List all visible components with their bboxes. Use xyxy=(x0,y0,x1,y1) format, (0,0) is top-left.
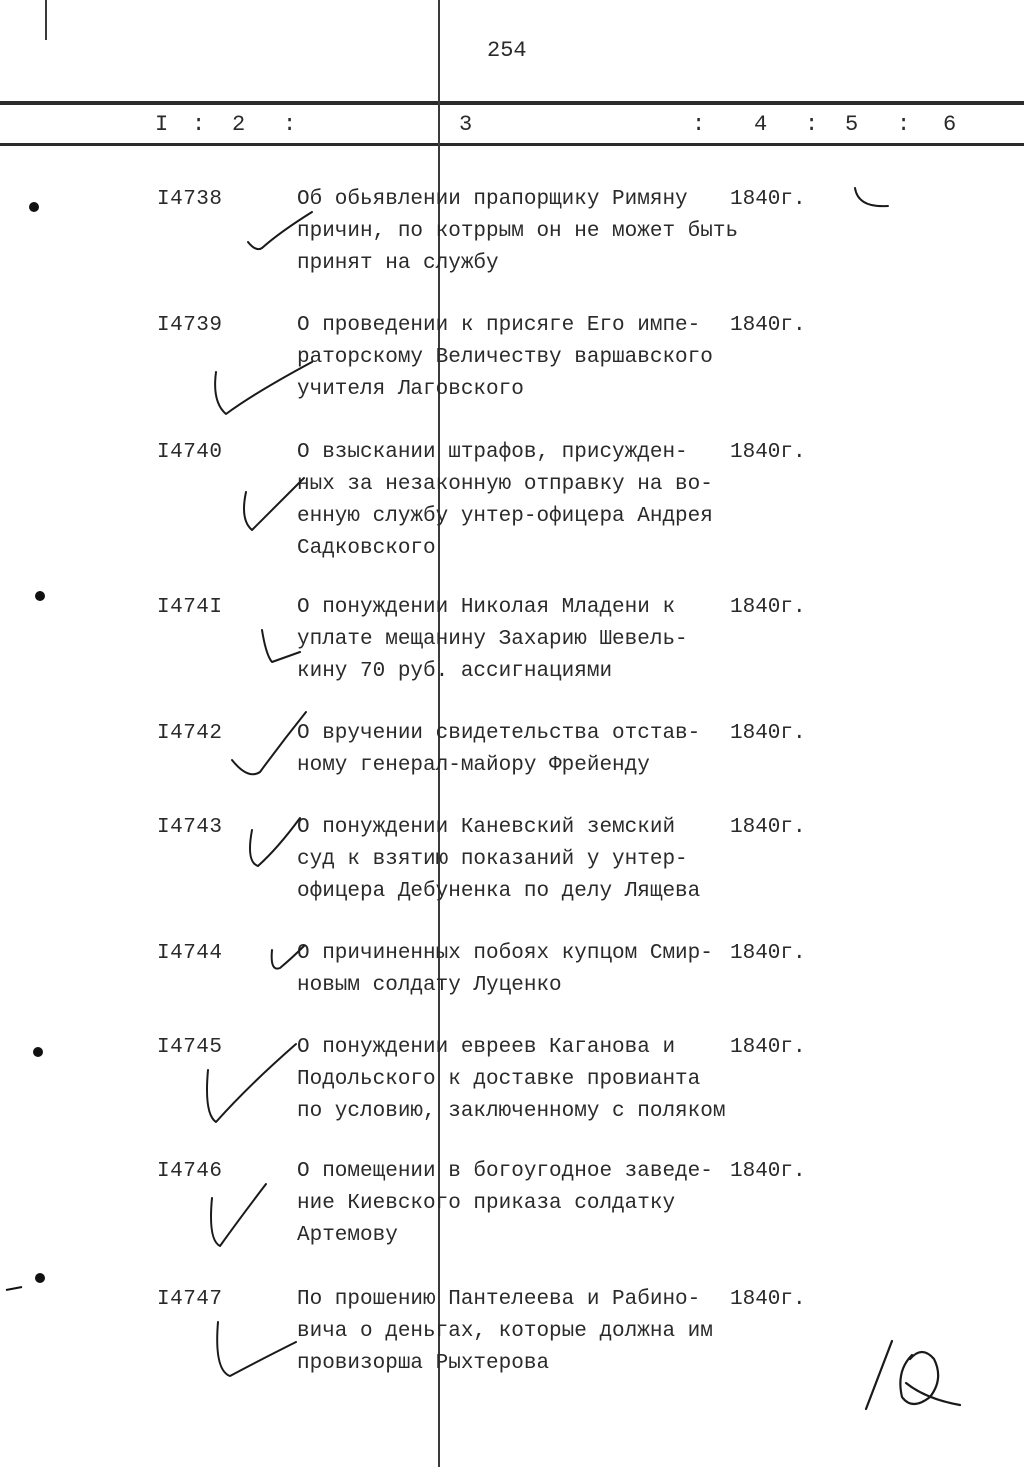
entry-year: 1840г. xyxy=(730,188,806,211)
punch-hole-icon xyxy=(35,1273,45,1283)
entry-line: офицера Дебуненка по делу Лящева xyxy=(297,880,701,903)
entry-line: уплате мещанину Захарию Шевель- xyxy=(297,628,688,651)
entry-line: О понуждении евреев Каганова и xyxy=(297,1036,676,1059)
entry-title xyxy=(297,1284,727,1380)
margin-dash xyxy=(6,1287,22,1290)
entry-title xyxy=(297,938,727,1002)
checkmark-icon xyxy=(262,630,300,662)
entry-number: I4745 xyxy=(157,1036,223,1059)
entry-year: 1840г. xyxy=(730,1288,806,1311)
entry-number: I4746 xyxy=(157,1160,223,1183)
page-number: 254 xyxy=(487,38,527,63)
header-top-rule xyxy=(0,101,1024,105)
entry-line: принят на службу xyxy=(297,252,499,275)
entry-title xyxy=(297,1156,727,1252)
entry-number: I4740 xyxy=(157,441,223,464)
header-separator: : xyxy=(692,112,706,137)
checkmark-icon xyxy=(211,1184,266,1246)
entry-line: кину 70 руб. ассигнациями xyxy=(297,660,613,683)
entry-line: енную службу унтер-офицера Андрея xyxy=(297,505,713,528)
entry-number: I4744 xyxy=(157,942,223,965)
entry-line: раторскому Величеству варшавского xyxy=(297,346,713,369)
entry-title xyxy=(297,184,739,280)
punch-hole-icon xyxy=(29,202,39,212)
checkmark-icon xyxy=(244,478,304,530)
entry-number: I4747 xyxy=(157,1288,223,1311)
entry-year: 1840г. xyxy=(730,314,806,337)
entry-year: 1840г. xyxy=(730,1160,806,1183)
entry-number: I4742 xyxy=(157,722,223,745)
entry-title xyxy=(297,718,727,782)
entry-line: О вручении свидетельства отстав- xyxy=(297,722,701,745)
margin-line xyxy=(45,0,47,40)
entry-year: 1840г. xyxy=(730,816,806,839)
entry-line: вича о деньгах, которые должна им xyxy=(297,1320,713,1343)
header-separator: : xyxy=(805,112,819,137)
entry-line: по условию, заключенному с поляком xyxy=(297,1100,726,1123)
entry-line: суд к взятию показаний у унтер- xyxy=(297,848,688,871)
checkmark-icon xyxy=(232,712,306,774)
header-bottom-rule xyxy=(0,143,1024,146)
header-col-4: 4 xyxy=(754,112,768,137)
entry-line: О понуждении Каневский земский xyxy=(297,816,676,839)
entry-line: Артемову xyxy=(297,1224,398,1247)
entry-number: I4738 xyxy=(157,188,223,211)
checkmark-icon xyxy=(217,1322,296,1376)
header-col-1: I xyxy=(155,112,169,137)
entry-title xyxy=(297,812,727,908)
entry-title xyxy=(297,437,727,565)
entry-year: 1840г. xyxy=(730,722,806,745)
entry-line: По прошению Пантелеева и Рабино- xyxy=(297,1288,701,1311)
entry-line: ных за незаконную отправку на во- xyxy=(297,473,713,496)
entry-line: причин, по котррым он не может быть xyxy=(297,220,739,243)
entry-line: ному генерал-майору Фрейенду xyxy=(297,754,650,777)
entry-line: учителя Лаговского xyxy=(297,378,524,401)
entry-line: Садковского xyxy=(297,537,436,560)
entry-title xyxy=(297,592,727,688)
header-col-2: 2 xyxy=(232,112,246,137)
entry-year: 1840г. xyxy=(730,441,806,464)
entry-year: 1840г. xyxy=(730,1036,806,1059)
entry-line: О причиненных побоях купцом Смир- xyxy=(297,942,713,965)
entry-title xyxy=(297,310,727,406)
header-separator: : xyxy=(192,112,206,137)
entry-line: Об обьявлении прапорщику Римяну xyxy=(297,188,688,211)
entry-number: I474I xyxy=(157,596,223,619)
header-col-3: 3 xyxy=(459,112,473,137)
handwritten-folio-number xyxy=(860,1335,970,1415)
entry-line: провизорша Рыхтерова xyxy=(297,1352,550,1375)
entry-line: О понуждении Николая Младени к xyxy=(297,596,676,619)
header-separator: : xyxy=(897,112,911,137)
punch-hole-icon xyxy=(33,1047,43,1057)
entry-number: I4739 xyxy=(157,314,223,337)
entry-line: О проведении к присяге Его импе- xyxy=(297,314,701,337)
checkmark-icon xyxy=(855,188,888,206)
entry-line: О помещении в богоугодное заведе- xyxy=(297,1160,713,1183)
header-col-6: 6 xyxy=(943,112,957,137)
checkmark-icon xyxy=(250,818,300,866)
header-separator: : xyxy=(283,112,297,137)
entry-title xyxy=(297,1032,727,1128)
entry-number: I4743 xyxy=(157,816,223,839)
entry-line: Подольского к доставке провианта xyxy=(297,1068,701,1091)
column-header xyxy=(0,112,1024,142)
entry-line: новым солдату Луценко xyxy=(297,974,562,997)
punch-hole-icon xyxy=(35,591,45,601)
entry-line: ние Киевского приказа солдатку xyxy=(297,1192,676,1215)
entry-year: 1840г. xyxy=(730,596,806,619)
entry-line: О взыскании штрафов, присужден- xyxy=(297,441,688,464)
entry-year: 1840г. xyxy=(730,942,806,965)
header-col-5: 5 xyxy=(845,112,859,137)
